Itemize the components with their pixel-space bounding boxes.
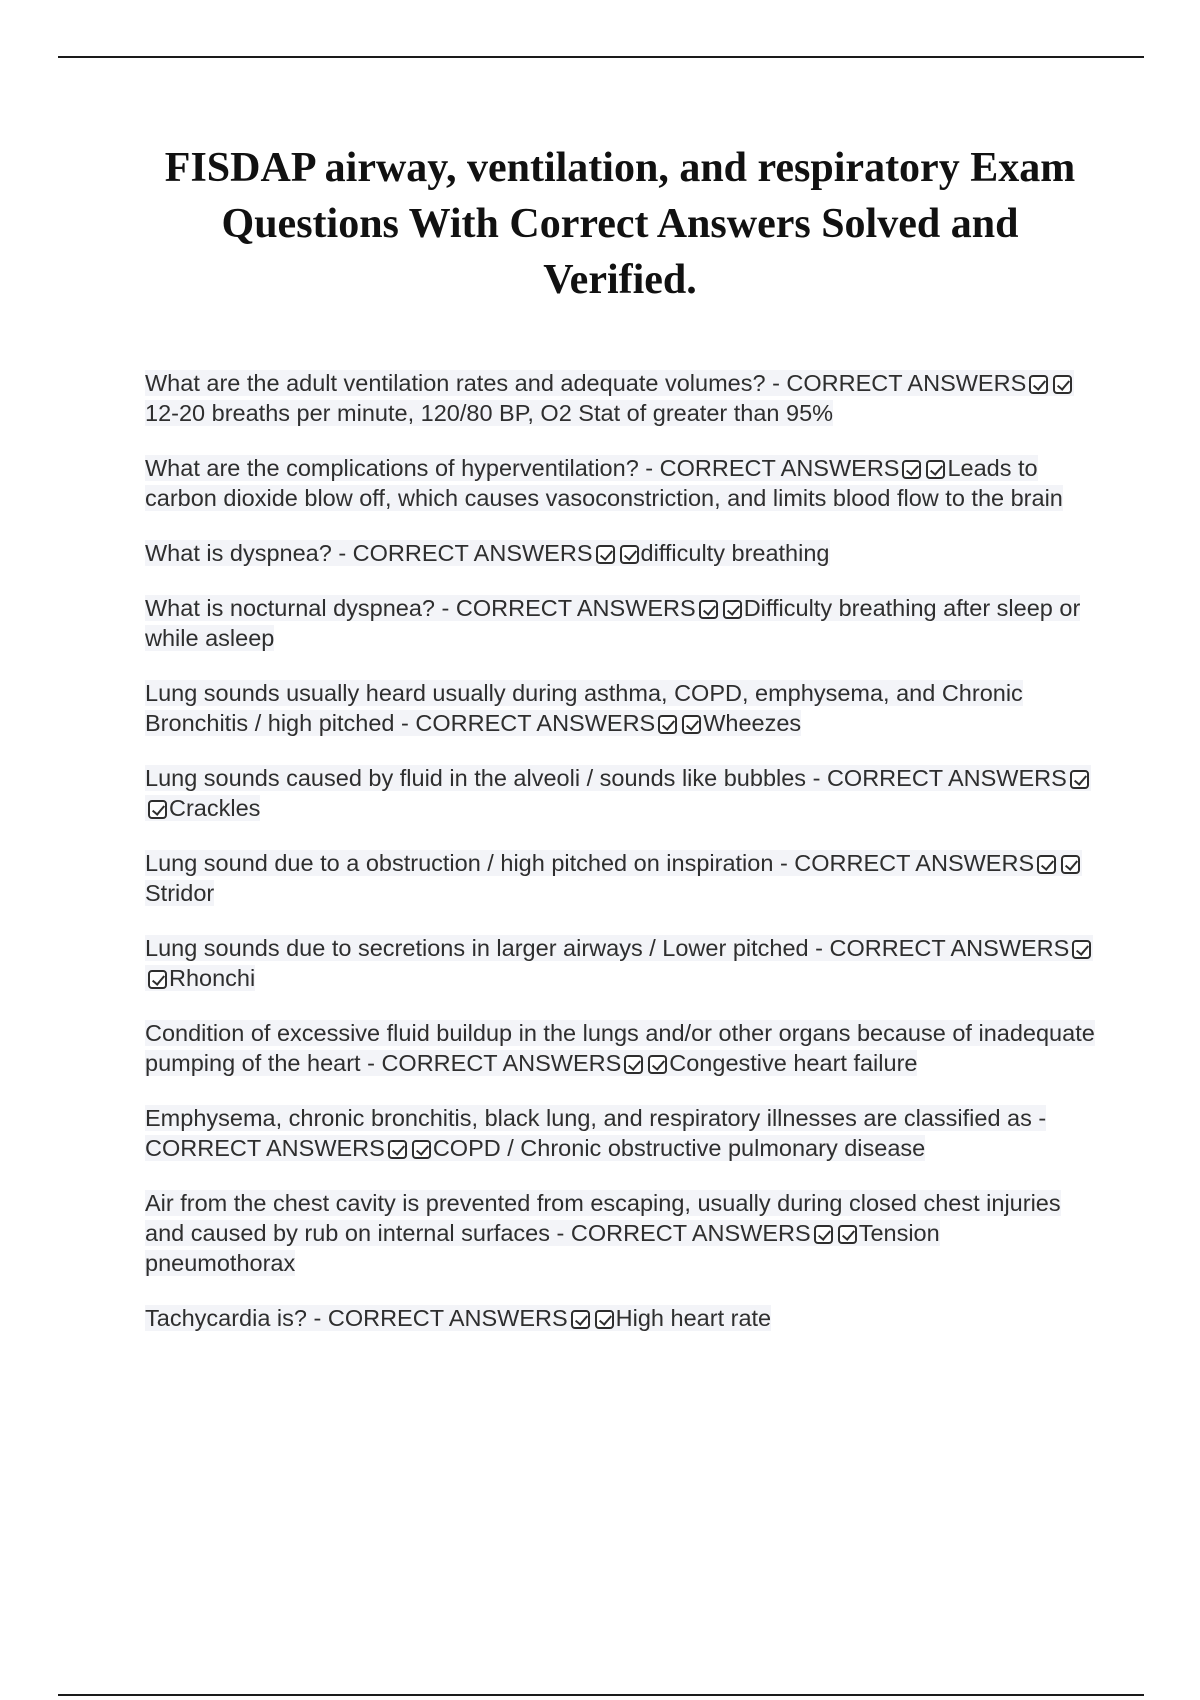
checkbox-icon <box>1070 770 1089 789</box>
checkbox-icon <box>148 800 167 819</box>
answer-separator: - CORRECT ANSWERS <box>773 850 1035 876</box>
answer-separator: - CORRECT ANSWERS <box>549 1220 811 1246</box>
answer-separator: - CORRECT ANSWERS <box>808 935 1070 961</box>
answer-separator: - CORRECT ANSWERS <box>145 1105 1047 1161</box>
answer-text: Congestive heart failure <box>669 1050 918 1076</box>
qa-item <box>145 453 1095 513</box>
qa-item <box>145 1018 1095 1078</box>
checkbox-icon <box>926 460 945 479</box>
answer-text: Stridor <box>145 880 215 906</box>
checkbox-icon <box>624 1055 643 1074</box>
answer-text: Wheezes <box>703 710 802 736</box>
question-text: Lung sounds caused by fluid in the alveoli / sounds like bubbles <box>145 765 807 791</box>
checkbox-icon <box>814 1225 833 1244</box>
answer-text: Leads to carbon dioxide blow off, which causes vasoconstriction, and limits blood flow to the brain <box>145 455 1063 511</box>
checkbox-icon <box>682 715 701 734</box>
checkbox-icon <box>699 600 718 619</box>
question-text: Lung sounds due to secretions in larger airways / Lower pitched <box>145 935 809 961</box>
answer-text: High heart rate <box>615 1305 772 1331</box>
checkbox-icon <box>723 600 742 619</box>
top-rule <box>58 56 1144 58</box>
qa-list <box>145 368 1095 1358</box>
question-text: Air from the chest cavity is prevented from escaping, usually during closed chest injuries and caused by rub on internal surfaces <box>145 1190 1061 1246</box>
question-text: What is dyspnea? <box>145 540 332 566</box>
answer-separator: - CORRECT ANSWERS <box>306 1305 568 1331</box>
answer-text: Rhonchi <box>169 965 256 991</box>
question-text: Condition of excessive fluid buildup in the lungs and/or other organs because of inadequate pumping of the heart <box>145 1020 1095 1076</box>
answer-text: difficulty breathing <box>640 540 830 566</box>
checkbox-icon <box>1037 855 1056 874</box>
qa-item <box>145 678 1095 738</box>
answer-text: Tension pneumothorax <box>145 1220 940 1276</box>
answer-separator: - CORRECT ANSWERS <box>806 765 1067 791</box>
question-text: Lung sounds usually heard usually during asthma, COPD, emphysema, and Chronic Bronchitis / high pitched <box>145 680 1023 736</box>
question-text: Tachycardia is? <box>145 1305 307 1331</box>
answer-separator: - CORRECT ANSWERS <box>638 455 900 481</box>
answer-separator: - CORRECT ANSWERS <box>331 540 593 566</box>
qa-item <box>145 1303 1095 1333</box>
checkbox-icon <box>1061 855 1080 874</box>
checkbox-icon <box>648 1055 667 1074</box>
checkbox-icon <box>838 1225 857 1244</box>
question-text: Emphysema, chronic bronchitis, black lung, and respiratory illnesses are classified as <box>145 1105 1032 1131</box>
checkbox-icon <box>596 545 615 564</box>
bottom-rule <box>58 1694 1144 1696</box>
checkbox-icon <box>620 545 639 564</box>
qa-item <box>145 848 1095 908</box>
question-text: Lung sound due to a obstruction / high pitched on inspiration <box>145 850 774 876</box>
answer-separator: - CORRECT ANSWERS <box>394 710 656 736</box>
question-text: What are the adult ventilation rates and adequate volumes? <box>145 370 766 396</box>
answer-separator: - CORRECT ANSWERS <box>360 1050 622 1076</box>
qa-item <box>145 763 1095 823</box>
checkbox-icon <box>595 1310 614 1329</box>
answer-text: Difficulty breathing after sleep or while asleep <box>145 595 1081 651</box>
checkbox-icon <box>658 715 677 734</box>
qa-item <box>145 933 1095 993</box>
question-text: What are the complications of hyperventilation? <box>145 455 639 481</box>
checkbox-icon <box>148 970 167 989</box>
document-title: FISDAP airway, ventilation, and respiratory Exam Questions With Correct Answers Solved and Verified. <box>164 145 1076 303</box>
checkbox-icon <box>1053 375 1072 394</box>
checkbox-icon <box>1072 940 1091 959</box>
checkbox-icon <box>902 460 921 479</box>
qa-item <box>145 593 1095 653</box>
answer-text: Crackles <box>169 795 261 821</box>
answer-separator: - CORRECT ANSWERS <box>765 370 1027 396</box>
checkbox-icon <box>1029 375 1048 394</box>
question-text: What is nocturnal dyspnea? <box>145 595 435 621</box>
qa-item <box>145 1188 1095 1278</box>
qa-item <box>145 368 1095 428</box>
answer-text: COPD / Chronic obstructive pulmonary disease <box>432 1135 926 1161</box>
checkbox-icon <box>571 1310 590 1329</box>
checkbox-icon <box>412 1140 431 1159</box>
checkbox-icon <box>388 1140 407 1159</box>
qa-item <box>145 538 1095 568</box>
qa-item <box>145 1103 1095 1163</box>
answer-separator: - CORRECT ANSWERS <box>435 595 696 621</box>
answer-text: 12-20 breaths per minute, 120/80 BP, O2 Stat of greater than 95% <box>145 400 834 426</box>
